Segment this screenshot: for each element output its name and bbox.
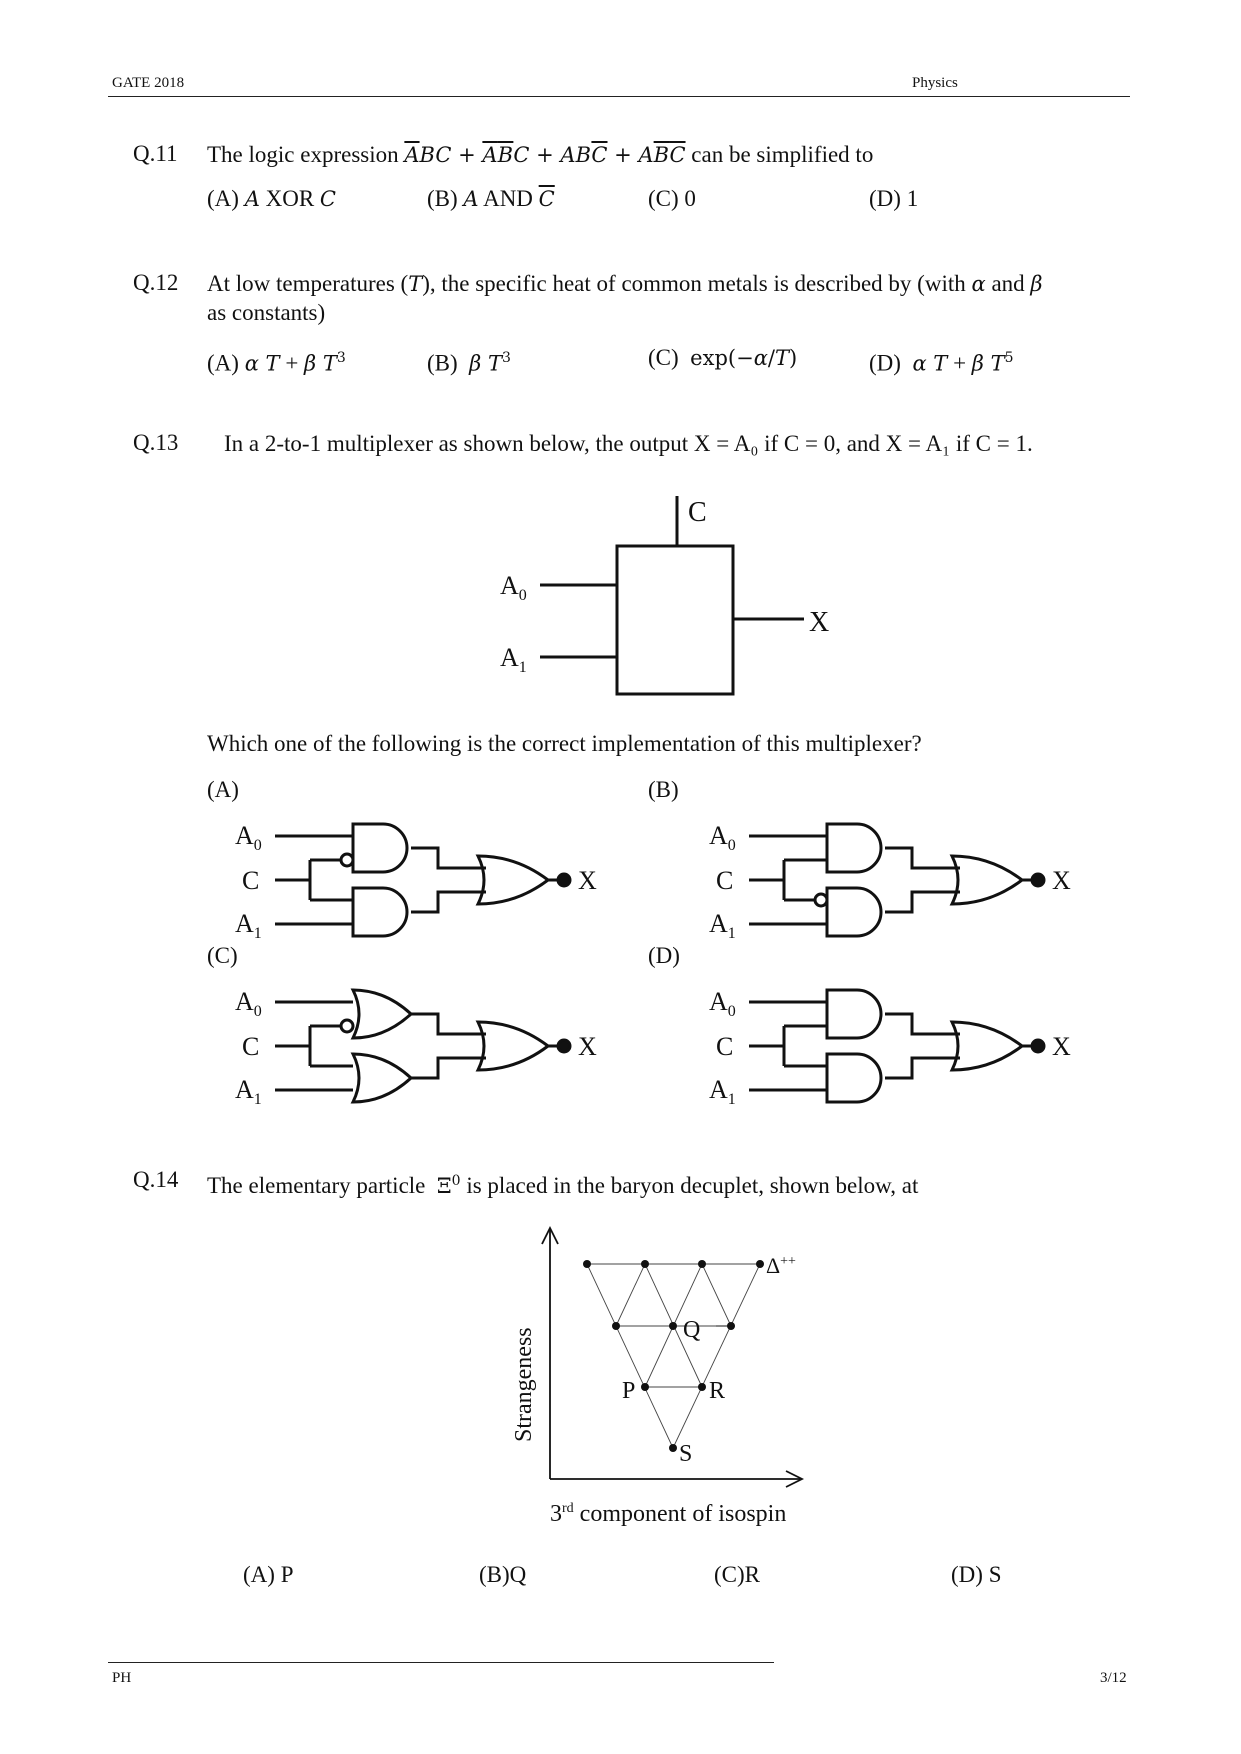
y-axis-label: Strangeness — [511, 1327, 537, 1442]
q13-question: Which one of the following is the correct implementation of this multiplexer? — [207, 731, 922, 756]
circuit-a-label-c: C — [242, 866, 260, 895]
q11-option-c[interactable]: (C) 0 — [648, 186, 696, 211]
footer-right: 3/12 — [1100, 1670, 1127, 1686]
circuit-a-label-a1: $A_1$ — [235, 909, 262, 942]
label-p: P — [622, 1378, 636, 1404]
circuit-d-label-a0: $A_0$ — [709, 987, 736, 1020]
circuit-d-label-c: C — [716, 1032, 734, 1061]
circuit-d-label-x: X — [1052, 1032, 1071, 1061]
circuit-b-label-a1: $A_1$ — [709, 909, 736, 942]
q12-text-line2: as constants) — [207, 300, 326, 325]
q14-option-d[interactable]: (D) S — [951, 1562, 1002, 1587]
circuit-c-label-c: C — [242, 1032, 260, 1061]
circuit-c-label-x: X — [578, 1032, 597, 1061]
header-left: GATE 2018 — [112, 75, 185, 91]
circuit-d-label-a1: $A_1$ — [709, 1075, 736, 1108]
q12-option-b[interactable]: (B) β $T^3$ — [427, 350, 511, 376]
q13-option-c-label[interactable]: (C) — [207, 943, 238, 968]
q11-text: The logic expression $\overline{A}BC + \overline{A}\overline{B}C + AB\overline{C} + A\overline{B}\overline{C}$ can be simplified to — [207, 142, 874, 167]
q13-number: Q.13 — [133, 430, 179, 455]
circuit-c-label-a1: $A_1$ — [235, 1075, 262, 1108]
footer-rule — [108, 1662, 774, 1663]
q12-option-c[interactable]: (C) exp(−α/T) — [648, 345, 798, 370]
q11-number: Q.11 — [133, 141, 178, 166]
q12-number: Q.12 — [133, 270, 179, 295]
q13-option-b-label[interactable]: (B) — [648, 777, 679, 802]
q14-number: Q.14 — [133, 1167, 179, 1192]
circuit-c-label-a0: $A_0$ — [235, 987, 262, 1020]
mux-label-a0: $A_0$ — [500, 571, 527, 604]
label-q: Q — [683, 1317, 701, 1343]
q14-text: The elementary particle $\Xi^0$ is placed in the baryon decuplet, shown below, at — [207, 1173, 919, 1198]
q12-option-a[interactable]: (A) α T + β $T^3$ — [207, 350, 346, 376]
decuplet-lines — [587, 1264, 760, 1448]
q13-text: In a 2-to-1 multiplexer as shown below, the output X = A₀ if C = 0, and X = A₁ if C = 1. — [224, 431, 1033, 456]
q11-expression: $\overline{A}BC + \overline{A}\overline{B}C + AB\overline{C} + A\overline{B}\overline{C}$ — [404, 143, 686, 167]
label-s: S — [679, 1441, 693, 1467]
q12-option-d[interactable]: (D) α T + β $T^5$ — [869, 350, 1014, 376]
header-right: Physics — [912, 75, 958, 91]
decuplet-points — [583, 1260, 764, 1452]
label-delta: Δ++ — [766, 1253, 796, 1278]
circuit-b-label-c: C — [716, 866, 734, 895]
q13-option-d-label[interactable]: (D) — [648, 943, 680, 968]
mux-label-x: X — [809, 607, 830, 638]
circuit-a-label-a0: $A_0$ — [235, 821, 262, 854]
q11-option-a[interactable]: (A) A XOR C — [207, 186, 336, 211]
x-axis-label: 3rd component of isospin — [550, 1501, 787, 1527]
q13-option-a-label[interactable]: (A) — [207, 777, 239, 802]
q11-option-b[interactable]: (B) A AND $\overline{C}$ — [427, 186, 555, 211]
label-r: R — [709, 1378, 726, 1404]
circuit-b-label-a0: $A_0$ — [709, 821, 736, 854]
q14-option-b[interactable]: (B)Q — [479, 1562, 527, 1587]
circuit-a-label-x: X — [578, 866, 597, 895]
q11-option-d[interactable]: (D) 1 — [869, 186, 919, 211]
mux-label-c: C — [688, 497, 707, 528]
q14-option-a[interactable]: (A) P — [243, 1562, 294, 1587]
q14-option-c[interactable]: (C)R — [714, 1562, 761, 1587]
footer-left: PH — [112, 1670, 132, 1686]
mux-label-a1: $A_1$ — [500, 643, 527, 676]
circuit-b-label-x: X — [1052, 866, 1071, 895]
q12-text-line1: At low temperatures (T), the specific heat of common metals is described by (with α and β — [207, 271, 1043, 296]
